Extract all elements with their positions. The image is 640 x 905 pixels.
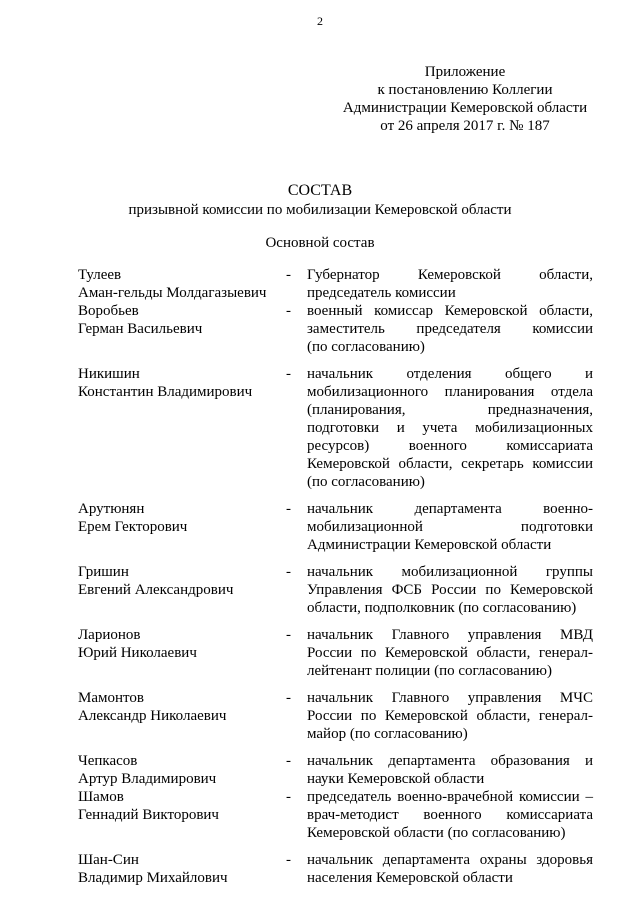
member-role: [307, 788, 593, 842]
dash: -: [286, 501, 291, 517]
surname: Чепкасов: [78, 753, 138, 769]
member-role: [307, 500, 593, 554]
dash: -: [286, 564, 291, 580]
member-row: [78, 563, 600, 617]
role-line: председатель комиссии: [307, 285, 456, 301]
role-line: (по согласованию): [307, 339, 425, 355]
dash: -: [286, 303, 291, 319]
role-line: (планирования, предназначения,: [307, 402, 593, 418]
surname: Никишин: [78, 366, 140, 382]
surname: Арутюнян: [78, 501, 145, 517]
role-line: Губернатор Кемеровской области,: [307, 267, 593, 283]
member-name: [78, 851, 286, 887]
appendix-heading: [336, 63, 594, 135]
member-role: [307, 626, 593, 680]
appendix-line: к постановлению Коллегии: [377, 82, 553, 98]
role-line: Кемеровской области, секретарь комиссии: [307, 456, 593, 472]
role-line: мобилизационного планирования отдела: [307, 384, 593, 400]
role-line: начальник департамента образования и: [307, 753, 593, 769]
appendix-line: от 26 апреля 2017 г. № 187: [380, 118, 550, 134]
members-list: [78, 266, 600, 887]
dash: -: [286, 753, 291, 769]
role-line: военный комиссар Кемеровской области,: [307, 303, 593, 319]
role-line: (по согласованию): [307, 474, 425, 490]
role-line: лейтенант полиции (по согласованию): [307, 663, 552, 679]
dash: -: [286, 852, 291, 868]
member-role: [307, 851, 593, 887]
member-name: [78, 752, 286, 788]
member-role: [307, 752, 593, 788]
member-role: [307, 365, 593, 491]
role-line: ресурсов) военного комиссариата: [307, 438, 593, 454]
given-names: Геннадий Викторович: [78, 807, 219, 823]
given-names: Ерем Гекторович: [78, 519, 188, 535]
member-name: [78, 626, 286, 680]
dash: -: [286, 366, 291, 382]
role-line: мобилизационной подготовки: [307, 519, 593, 535]
surname: Воробьев: [78, 303, 139, 319]
dash: -: [286, 627, 291, 643]
role-line: председатель военно-врачебной комиссии –: [307, 789, 593, 805]
member-name: [78, 689, 286, 743]
member-role: [307, 563, 593, 617]
member-role: [307, 689, 593, 743]
surname: Мамонтов: [78, 690, 144, 706]
surname: Шамов: [78, 789, 124, 805]
role-line: начальник Главного управления МЧС: [307, 690, 593, 706]
role-line: врач-методист военного комиссариата: [307, 807, 593, 823]
section-heading: Основной состав: [265, 235, 375, 251]
role-line: науки Кемеровской области: [307, 771, 485, 787]
given-names: Аман-гельды Молдагазыевич: [78, 285, 267, 301]
role-line: майор (по согласованию): [307, 726, 468, 742]
role-line: Администрации Кемеровской области: [307, 537, 552, 553]
role-line: начальник мобилизационной группы: [307, 564, 593, 580]
member-row: [78, 500, 600, 554]
dash: -: [286, 789, 291, 805]
role-line: начальник Главного управления МВД: [307, 627, 593, 643]
dash: -: [286, 690, 291, 706]
role-line: области, подполковник (по согласованию): [307, 600, 577, 616]
given-names: Юрий Николаевич: [78, 645, 197, 661]
member-name: [78, 788, 286, 842]
given-names: Александр Николаевич: [78, 708, 227, 724]
surname: Шан-Син: [78, 852, 139, 868]
surname: Гришин: [78, 564, 129, 580]
member-row: [78, 302, 600, 356]
given-names: Евгений Александрович: [78, 582, 234, 598]
member-row: [78, 752, 600, 788]
dash: -: [286, 267, 291, 283]
role-line: населения Кемеровской области: [307, 870, 513, 886]
appendix-line: Приложение: [424, 64, 506, 80]
member-row: [78, 365, 600, 491]
role-line: Управления ФСБ России по Кемеровской: [307, 582, 593, 598]
given-names: Герман Васильевич: [78, 321, 203, 337]
document-subtitle: призывной комиссии по мобилизации Кемеровской области: [128, 202, 512, 218]
role-line: начальник отделения общего и: [307, 366, 593, 382]
member-name: [78, 500, 286, 554]
member-name: [78, 266, 286, 302]
member-name: [78, 563, 286, 617]
role-line: России по Кемеровской области, генерал-: [307, 708, 593, 724]
role-line: России по Кемеровской области, генерал-: [307, 645, 593, 661]
role-line: заместитель председателя комиссии: [307, 321, 593, 337]
given-names: Владимир Михайлович: [78, 870, 228, 886]
member-name: [78, 302, 286, 356]
member-name: [78, 365, 286, 491]
appendix-line: Администрации Кемеровской области: [342, 100, 588, 116]
surname: Ларионов: [78, 627, 141, 643]
surname: Тулеев: [78, 267, 122, 283]
role-line: начальник департамента военно-: [307, 501, 593, 517]
member-row: [78, 266, 600, 302]
role-line: Кемеровской области (по согласованию): [307, 825, 566, 841]
document-title: СОСТАВ: [287, 182, 353, 199]
given-names: Константин Владимирович: [78, 384, 253, 400]
member-row: [78, 788, 600, 842]
member-row: [78, 689, 600, 743]
member-role: [307, 302, 593, 356]
role-line: начальник департамента охраны здоровья: [307, 852, 593, 868]
member-row: [78, 626, 600, 680]
member-row: [78, 851, 600, 887]
role-line: подготовки и учета мобилизационных: [307, 420, 593, 436]
member-role: [307, 266, 593, 302]
given-names: Артур Владимирович: [78, 771, 217, 787]
page-number: 2: [317, 14, 323, 28]
